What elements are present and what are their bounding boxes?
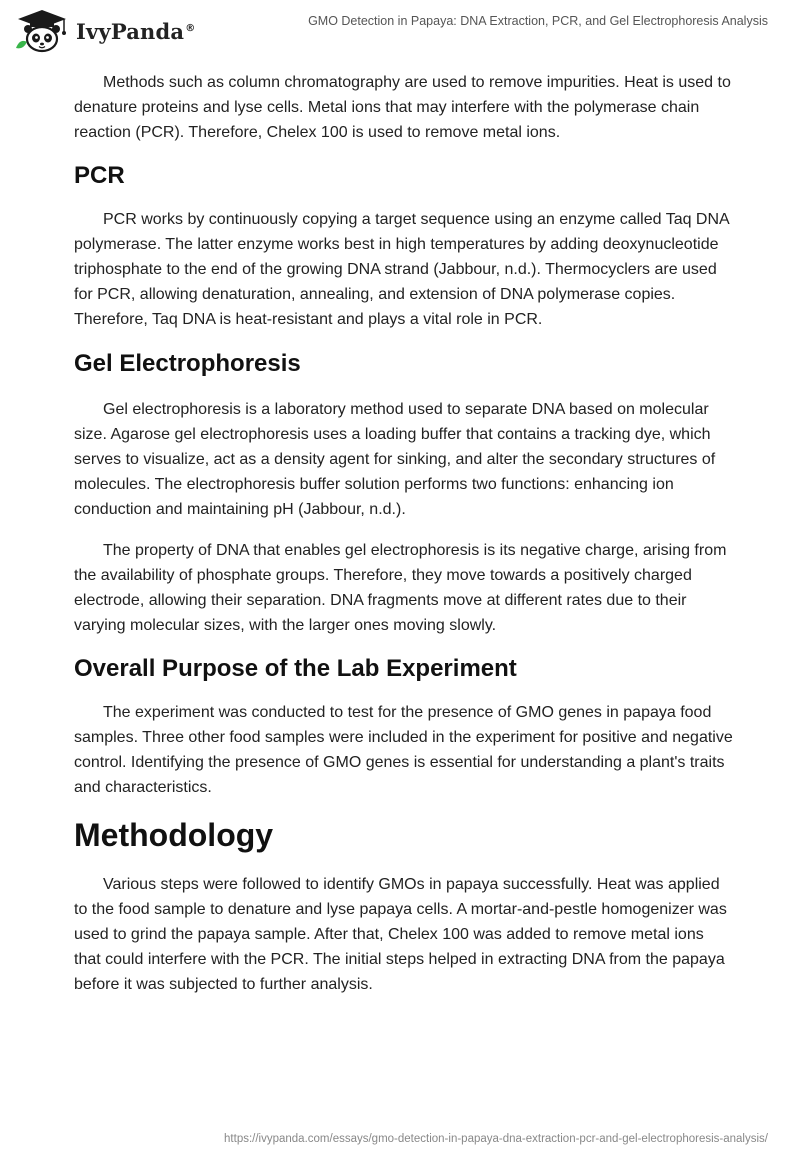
purpose-paragraph: The experiment was conducted to test for the presence of GMO genes in papaya food samples. Three other food samples were included in the experiment for positive and negative control. Identifying the presence of GMO genes is essential for understanding a plant's traits and characteristics.: [74, 704, 733, 796]
gel-paragraph-2: The property of DNA that enables gel electrophoresis is its negative charge, arising from the availability of phosphate groups. Therefore, they move towards a positively charged electrode, allowing their separation. DNA fragments move at different rates due to their varying molecular sizes, with the larger ones moving slowly.: [74, 542, 727, 634]
page-header: [0, 0, 800, 60]
pcr-heading: PCR: [74, 162, 125, 189]
methodology-heading: Methodology: [74, 817, 274, 853]
document-title: GMO Detection in Papaya: DNA Extraction, PCR, and Gel Electrophoresis Analysis: [308, 14, 768, 28]
intro-paragraph: Methods such as column chromatography are used to remove impurities. Heat is used to denature proteins and lyse cells. Metal ions that may interfere with the polymerase chain reaction (PCR). Therefore, Chelex 100 is used to remove metal ions.: [74, 74, 731, 141]
source-url[interactable]: https://ivypanda.com/essays/gmo-detection-in-papaya-dna-extraction-pcr-and-gel-electrophoresis-analysis/: [224, 1133, 768, 1145]
gel-paragraph-1: Gel electrophoresis is a laboratory method used to separate DNA based on molecular size. Agarose gel electrophoresis uses a loading buffer that contains a tracking dye, which serves to visualize, act as a density agent for sinking, and alter the secondary structures of molecules. The electrophoresis buffer solution performs two functions: enhancing ion conduction and maintaining pH (Jabbour, n.d.).: [74, 401, 716, 518]
registered-mark: ®: [185, 22, 196, 34]
purpose-heading: Overall Purpose of the Lab Experiment: [74, 655, 517, 682]
brand-logo[interactable]: [14, 8, 195, 54]
panda-graduate-icon: [14, 8, 70, 54]
methodology-paragraph: Various steps were followed to identify GMOs in papaya successfully. Heat was applied to the food sample to denature and lyse papaya cells. A mortar-and-pestle homogenizer was used to grind the papaya sample. After that, Chelex 100 was added to remove metal ions that could interfere with the PCR. The initial steps helped in extracting DNA from the papaya before it was subjected to further analysis.: [74, 876, 727, 993]
gel-electrophoresis-heading: Gel Electrophoresis: [74, 350, 301, 377]
brand-name: IvyPanda®: [76, 18, 196, 44]
pcr-paragraph: PCR works by continuously copying a target sequence using an enzyme called Taq DNA polymerase. The latter enzyme works best in high temperatures by adding deoxynucleotide triphosphate to the end of the growing DNA strand (Jabbour, n.d.). Thermocyclers are used for PCR, allowing denaturation, annealing, and extension of DNA polymerase copies. Therefore, Taq DNA is heat-resistant and plays a vital role in PCR.: [74, 211, 729, 328]
essay-content: [74, 70, 734, 1013]
